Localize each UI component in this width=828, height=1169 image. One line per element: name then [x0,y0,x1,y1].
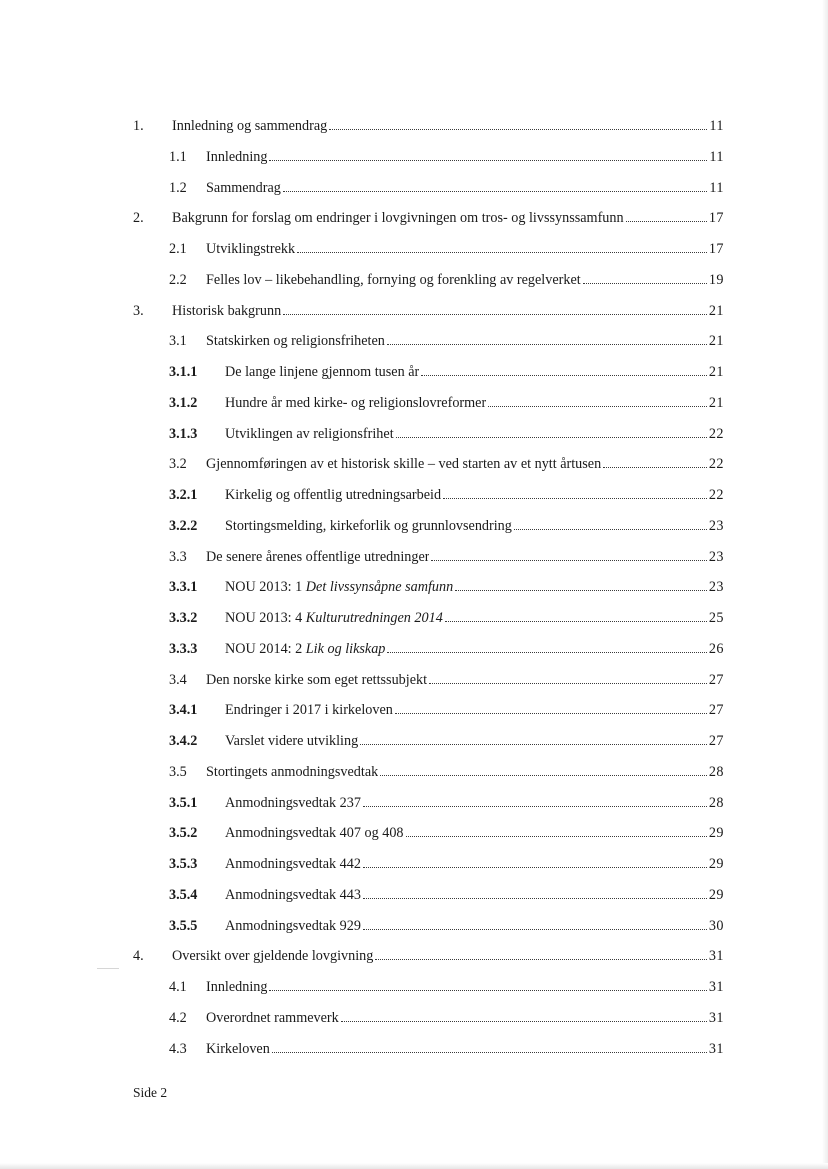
toc-entry-title: Overordnet rammeverk [206,1009,339,1026]
toc-entry[interactable] [169,179,724,197]
toc-dot-leader [396,437,707,438]
toc-entry-page: 21 [708,394,724,411]
toc-entry-number: 2.2 [169,271,187,288]
toc-entry-page: 19 [708,271,724,288]
toc-entry-title [225,640,385,658]
toc-entry[interactable] [169,671,724,689]
toc-dot-leader [431,560,706,561]
toc-entry-title: Innledning [206,148,268,165]
toc-entry-number: 4.2 [169,1009,187,1026]
toc-entry-title: De lange linjene gjennom tusen år [225,364,420,380]
toc-dot-leader [269,990,706,991]
toc-entry[interactable] [169,763,724,781]
toc-entry-title: Innledning og sammendrag [172,118,328,134]
toc-entry-title: Anmodningsvedtak 407 og 408 [225,825,404,842]
toc-dot-leader [272,1052,707,1053]
toc-entry-page: 27 [708,671,724,688]
toc-entry-number: 3.3.2 [169,610,198,626]
toc-entry-page: 31 [708,979,724,995]
toc-dot-leader [360,744,707,745]
toc-dot-leader [363,867,707,868]
toc-entry-title: Historisk bakgrunn [172,302,282,319]
toc-dot-leader [488,406,707,407]
toc-dot-leader [375,959,706,960]
toc-entry-page: 23 [708,548,724,565]
toc-entry-title: Utviklingen av religionsfrihet [225,425,394,442]
toc-entry-title: Gjennomføringen av et historisk skille – ved starten av et nytt årtusen [206,456,602,473]
toc-dot-leader [363,806,707,807]
toc-dot-leader [341,1021,707,1022]
toc-entry-title: Utviklingstrekk [206,241,296,257]
toc-entry-page: 22 [708,456,724,473]
toc-entry[interactable] [169,148,724,166]
toc-entry-number: 3.3.1 [169,579,198,596]
toc-entry-page: 11 [709,148,724,165]
page-edge-bottom [0,1163,828,1169]
toc-entry-number: 3.2.1 [169,487,198,503]
toc-dot-leader [603,467,707,468]
toc-entry[interactable] [169,609,724,627]
toc-entry[interactable] [169,917,724,935]
toc-entry-number: 3.4.1 [169,702,198,719]
toc-entry[interactable] [169,640,724,658]
toc-dot-leader [387,344,707,345]
toc-entry-title: Varslet videre utvikling [225,733,359,749]
toc-entry-number: 4. [133,948,144,965]
toc-dot-leader [406,836,707,837]
toc-entry[interactable] [169,824,724,842]
toc-entry-title: Stortingets anmodningsvedtak [206,763,379,780]
toc-entry-page: 21 [708,364,724,380]
toc-entry[interactable] [169,732,724,750]
toc-entry-page: 23 [708,579,724,596]
toc-entry[interactable] [169,517,724,535]
toc-entry-page: 23 [708,517,724,534]
toc-entry[interactable] [169,394,724,412]
toc-entry[interactable] [169,240,724,258]
toc-entry-title: Hundre år med kirke- og religionslovreformer [225,394,487,411]
toc-entry-page: 29 [708,886,724,903]
toc-entry-page: 21 [708,333,724,350]
page-footer: Side 2 [133,1085,168,1100]
toc-entry-page: 27 [708,733,724,749]
toc-entry-number: 2.1 [169,241,187,257]
toc-dot-leader [329,129,707,130]
toc-entry-number: 1. [133,118,144,134]
toc-entry-title: Anmodningsvedtak 237 [225,794,361,811]
toc-entry-page: 30 [708,917,724,934]
toc-entry-page: 17 [708,241,724,257]
toc-dot-leader [387,652,706,653]
toc-entry-page: 21 [708,302,724,319]
toc-entry[interactable] [133,302,724,320]
toc-dot-leader [514,529,707,530]
page-edge-right [822,0,828,1169]
toc-entry-number: 3.5.1 [169,794,198,811]
toc-entry-number: 3.1.2 [169,394,198,411]
toc-entry-page: 29 [708,825,724,842]
toc-entry-number: 3.1.3 [169,425,198,442]
toc-dot-leader [283,191,707,192]
toc-entry-title: Anmodningsvedtak 443 [225,886,361,903]
toc-entry-number: 3.5.3 [169,856,198,872]
toc-entry[interactable] [169,363,724,381]
toc-entry-title-italic: Lik og likskap [305,640,386,657]
toc-entry[interactable] [169,486,724,504]
toc-entry-number: 3.3.3 [169,640,198,657]
toc-entry-number: 4.1 [169,979,187,995]
toc-entry[interactable] [133,947,724,965]
toc-entry[interactable] [133,209,724,227]
toc-entry-title: Anmodningsvedtak 442 [225,856,361,872]
toc-entry-title-prefix: NOU 2014: 2 [225,640,306,657]
toc-entry[interactable] [169,455,724,473]
toc-dot-leader [421,375,707,376]
toc-entry-number: 3.3 [169,548,187,565]
toc-entry-number: 3.5.4 [169,886,198,903]
toc-entry-page: 22 [708,425,724,442]
toc-entry[interactable] [169,886,724,904]
toc-entry-title: Kirkelig og offentlig utredningsarbeid [225,487,442,503]
toc-entry-number: 3.1.1 [169,364,198,380]
toc-entry-number: 3.4 [169,671,187,688]
toc-dot-leader [583,283,707,284]
toc-entry-number: 3.5 [169,763,187,780]
toc-entry-title: Bakgrunn for forslag om endringer i lovgivningen om tros- og livssynssamfunn [172,210,624,227]
toc-entry-number: 3.2 [169,456,187,473]
toc-entry-title: De senere årenes offentlige utredninger [206,548,430,565]
toc-entry[interactable] [169,271,724,289]
toc-entry-page: 29 [708,856,724,872]
toc-entry-number: 3.1 [169,333,187,350]
toc-entry-title: Stortingsmelding, kirkeforlik og grunnlovsendring [225,517,512,534]
toc-entry-number: 3.5.5 [169,917,198,934]
toc-entry-page: 17 [708,210,724,227]
toc-entry-title [225,609,443,627]
toc-entry-title-italic: Det livssynsåpne samfunn [305,579,454,596]
toc-entry-number: 3.4.2 [169,733,198,749]
toc-entry-page: 11 [709,179,724,196]
toc-entry-title: Statskirken og religionsfriheten [206,333,385,350]
toc-dot-leader [297,252,707,253]
toc-entry[interactable] [169,548,724,566]
toc-dot-leader [380,775,707,776]
toc-entry-title-prefix: NOU 2013: 4 [225,610,306,626]
toc-entry[interactable] [169,794,724,812]
toc-entry-title-italic: Kulturutredningen 2014 [305,610,443,626]
toc-dot-leader [363,898,707,899]
toc-entry-page: 25 [708,610,724,626]
toc-entry-title: Anmodningsvedtak 929 [225,917,361,934]
toc-dot-leader [455,590,707,591]
toc-dot-leader [363,929,707,930]
toc-entry-page: 22 [708,487,724,503]
toc-entry[interactable] [169,1009,724,1027]
toc-entry-page: 31 [708,1009,724,1026]
toc-entry-page: 26 [708,640,724,657]
toc-dot-leader [626,221,707,222]
toc-entry-title: Felles lov – likebehandling, fornying og forenkling av regelverket [206,271,581,288]
toc-entry-title [225,578,453,596]
toc-entry-title: Sammendrag [206,179,281,196]
scan-mark [97,968,119,969]
toc-entry-number: 1.2 [169,179,187,196]
toc-entry-page: 27 [708,702,724,719]
toc-entry-page: 31 [708,1040,724,1057]
toc-dot-leader [429,683,707,684]
toc-entry-page: 31 [708,948,724,965]
toc-entry-number: 3.5.2 [169,825,198,842]
toc-entry-title-prefix: NOU 2013: 1 [225,579,306,596]
toc-dot-leader [395,713,707,714]
toc-entry-title: Kirkeloven [206,1040,270,1057]
toc-entry[interactable] [169,978,724,996]
toc-entry-number: 3.2.2 [169,517,198,534]
toc-entry-title: Innledning [206,979,268,995]
toc-entry[interactable] [169,855,724,873]
toc-entry[interactable] [169,1040,724,1058]
toc-entry-number: 2. [133,210,144,227]
toc-entry-number: 3. [133,302,144,319]
toc-dot-leader [269,160,707,161]
toc-dot-leader [443,498,707,499]
toc-entry-page: 11 [709,118,724,134]
toc-entry-number: 1.1 [169,148,187,165]
toc-entry-title: Endringer i 2017 i kirkeloven [225,702,393,719]
toc-entry-title: Den norske kirke som eget rettssubjekt [206,671,428,688]
toc-entry[interactable] [133,117,724,135]
toc-entry-page: 28 [708,763,724,780]
toc-entry-number: 4.3 [169,1040,187,1057]
toc-entry[interactable] [169,425,724,443]
toc-entry[interactable] [169,578,724,596]
toc-entry[interactable] [169,701,724,719]
toc-dot-leader [283,314,707,315]
toc-dot-leader [445,621,707,622]
toc-entry-page: 28 [708,794,724,811]
toc-entry[interactable] [169,332,724,350]
toc-entry-title: Oversikt over gjeldende lovgivning [172,948,374,965]
